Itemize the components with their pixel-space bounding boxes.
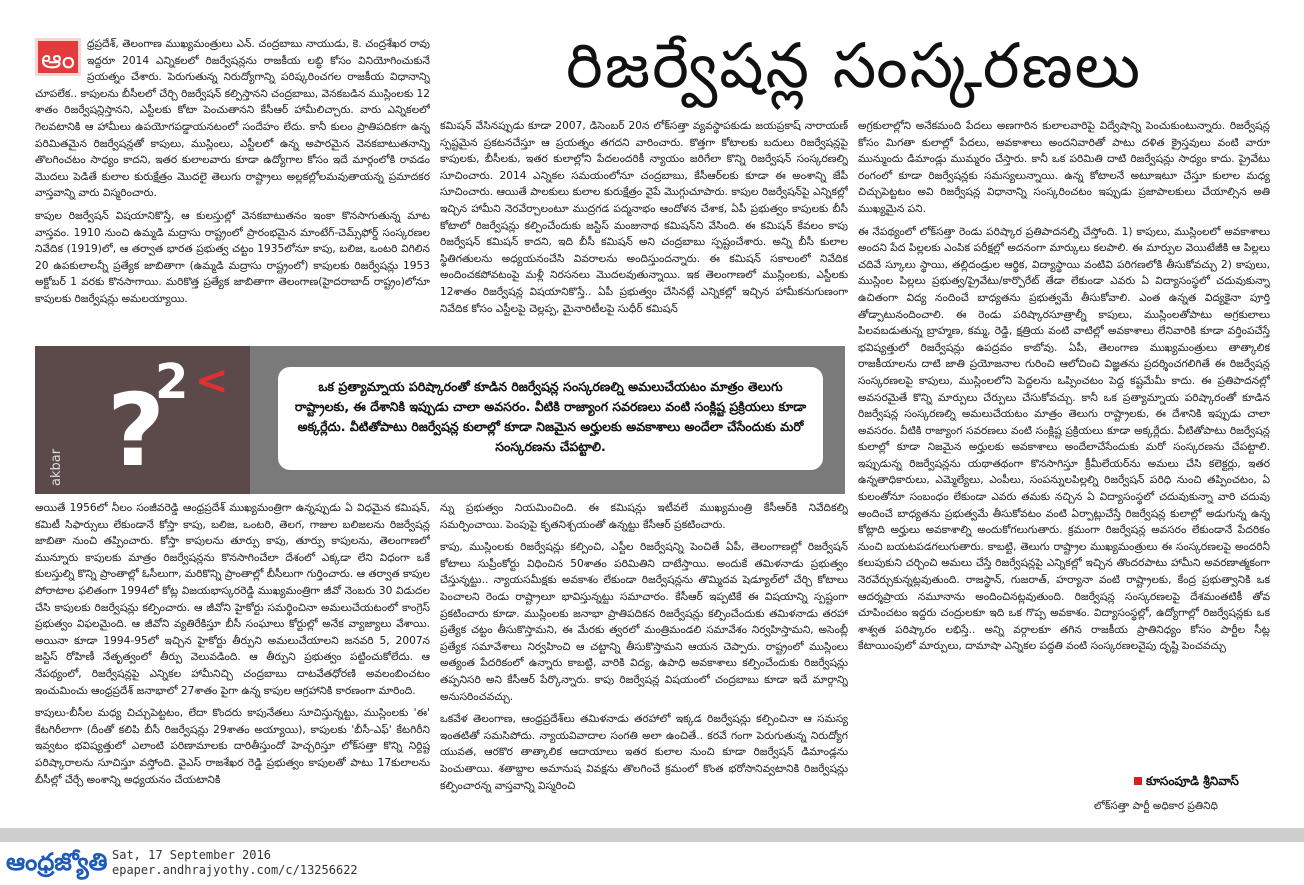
pull-quote-banner	[35, 346, 845, 494]
question-mark-graphic	[35, 346, 250, 494]
author-byline	[1134, 774, 1239, 791]
dropcap: ఆం	[35, 38, 81, 76]
paragraph: అగ్రకులాల్లోని అనేకమంది పేదలు అణగారిన కులాలవారిపై విద్వేషాన్ని పెంచుకుంటున్నారు. రిజర్వేషన్ల కోసం మిగతా కులాల్లో పేదలు, అవకాశాలు అందనివారితో పాటు దళిత క్రైస్తవులు వంటి వారూ మున్ముందు డిమాండ్లు ముమ్మరం చేస్తారు. కానీ ఒక పరిమితి దాటి రిజర్వేషన్లు సాధ్యం కాదు. ప్రైవేటు రంగంలో కూడా రిజర్వేషన్లకు సమస్యలున్నాయి. ఉన్న కోటాలనే అటూఇటూ చేస్తూ కులాల మధ్య చిచ్చుపెట్టటం అవి రిజర్వేషన్ల విధానాన్ని సంస్కరించటం ఇప్పుడు ప్రజాపాలకులు చేయాల్సిన అతి ముఖ్యమైన పని.	[858, 120, 1270, 215]
epaper-url[interactable]: epaper.andhrajyothy.com/c/13256622	[112, 863, 358, 877]
column-2-top	[440, 118, 848, 344]
paragraph: కాపులు-బీసీల మధ్య చిచ్చుపెట్టటం, లేదా కొందరు కాపునేతలు సూచిస్తున్నట్టు, ముస్లింలకు 'ఈ' కేటగిరీలాగా (దీంతో కలిపి బీసీ రిజర్వేషన్లు 29శాతం అయ్యాయి), కాపులకు 'బీసీ-ఎఫ్' కేటగిరీని ఇవ్వటం భవిష్యత్తులో ఎలాంటి పరిణామాలకు దారితీస్తుందో హెచ్చరిస్తూ లోక్‌సత్తా కొన్ని నిర్దిష్ట పరిష్కారాలను సూచిస్తూ వస్తోంది. వైఎస్ రాజశేఖర రెడ్డి ప్రభుత్వం కాపులతో పాటు 17కులాలను బీసీల్లో చేర్చే అంశాన్ని అధ్యయనం చేయటానికి	[35, 707, 430, 786]
column-2-bottom	[440, 500, 848, 826]
page-bottom-divider	[0, 828, 1304, 842]
question-mark-icon: ?	[107, 372, 166, 489]
paragraph: అయితే 1956లో నీలం సంజీవరెడ్డి ఆంధ్రప్రదేశ్ ముఖ్యమంత్రిగా ఉన్నప్పుడు ఏ విధమైన కమిషన్, కమిటీ సిఫార్సులు లేకుండానే కోస్తా కాపు, బలిజ, ఒంటరి, తెలగ, గాజుల బలిజలను రిజర్వేషన్ల జాబితా నుంచి తప్పించారు. కోస్తా కాపులను తూర్పు కాపు, తూర్పు కాపులను, తెలంగాణలో మున్నూరు కాపులకు మాత్రం రిజర్వేషన్లను కొనసాగించేలా దేశంలో ఎక్కడా లేని విధంగా ఒకే కులస్తుల్ని కొన్ని ప్రాంతాల్లో ఓసీలుగా, మరికొన్ని ప్రాంతాల్లో బీసీలుగా గుర్తించారు. ఆ తర్వాత కాపుల పోరాటాల ఫలితంగా 1994లో కోట్ల విజయభాస్కరరెడ్డి ముఖ్యమంత్రిగా జీవో నెంబరు 30 విడుదల చేసి కాపులకు రిజర్వేషన్లు కల్పించారు. ఆ జీవోని హైకోర్టు సమర్థించినా అమలుచేయటంలో కాంగ్రెస్ ప్రభుత్వం విఫలమైంది. ఆ జీవోని వ్యతిరేకిస్తూ బీసీ సంఘాలు కోర్టుల్లో అనేక వ్యాజ్యాలు వేశాయి. అయినా కూడా 1994-95లో ఇచ్చిన హైకోర్టు తీర్పుని అమలుచేయాలని జనవరి 5, 2007న జస్టిస్ రోహిణీ నేతృత్వంలో తీర్పు వెలువడింది. ఆ తీర్పుని ప్రభుత్వం పట్టించుకోలేదు. ఆ నేపథ్యంలో, రిజర్వేషన్లపై ఎన్నికల హామీనిచ్చి చంద్రబాబు దాటవేతధోరణి అవలంబించటం ఇంచుమించు ఆంధ్రప్రదేశ్ జనాభాలో 27శాతం పైగా ఉన్న కాపుల ఆగ్రహానికి కారణంగా మారింది.	[35, 502, 430, 697]
graphic-number: 2	[155, 354, 189, 410]
epaper-footer	[0, 842, 1304, 885]
newspaper-logo[interactable]: ఆంధ్రజ్యోతి	[6, 848, 108, 876]
author-name: కూసంపూడి శ్రీనివాస్	[1146, 774, 1239, 788]
byline-marker-icon	[1134, 777, 1142, 785]
paragraph: న్ను ప్రభుత్వం నియమించింది. ఈ కమిషన్లు ఇటీవలే ముఖ్యమంత్రి కేసీఆర్‌కి నివేదికల్ని సమర్పించాయి. పెంపుపై కృతనిశ్చయంతో ఉన్నట్టు కేసీఆర్ ప్రకటించారు.	[440, 502, 848, 531]
column-3	[858, 118, 1270, 770]
article-headline: రిజర్వేషన్ల సంస్కరణలు	[566, 29, 1143, 102]
chevron-icon: <	[195, 358, 229, 404]
paragraph: ఈ నేపథ్యంలో లోక్‌సత్తా రెండు పరిష్కార ప్రతిపాదనల్ని చేస్తోంది. 1) కాపులు, ముస్లింలలో అవకాశాలు అందని పేద పిల్లలకు ఎంపిక పరీక్షల్లో అదనంగా మార్కులు కలపాలి. ఈ మార్పుల వెయిటేజీకి ఆ పిల్లలు చదివే స్కూలు స్థాయి, తల్లిదండ్రుల ఆర్థిక, విద్యాస్థాయి వంటివి పరిగణలోకి తీసుకోవచ్చు 2) కాపులు, ముస్లింల పిల్లలు ప్రభుత్వ/ప్రైవేటు/కార్పొరేట్ తేడా లేకుండా ఎవరు ఏ విద్యాసంస్థలో చదువుకున్నా ఉచితంగా విద్య నందించే బాధ్యతను ప్రభుత్వమే తీసుకోవాలి. ఎంత ఉన్నత విద్యకైనా పూర్తి తోడ్పాటునందించాలి. ఈ రెండు పరిష్కారసూత్రాల్నీ కాపులు, ముస్లింలతోపాటు అగ్రకులాలు పిలవబడుతున్న బ్రాహ్మణ, కమ్మ, రెడ్డి, క్షత్రియ వంటి వాటిల్లో అవకాశాలు లేనివారికి కూడా వర్తింపచేస్తే భవిష్యత్తులో రిజర్వేషన్లు ఉపద్రవం కాబోవు. ఏపీ, తెలంగాణ ముఖ్యమంత్రులు తాత్కాలిక రాజకీయాలను దాటి జాతి ప్రయోజనాల గురించి ఆలోచించి విజ్ఞతను ప్రదర్శించగలిగితే ఈ రిజర్వేషన్ల సంస్కరణలపై కాపులు, ముస్లింలలోని పెద్దలను ఒప్పించటం పెద్ద కష్టమేమీ కాదు. ఈ ప్రతిపాదనల్లో అవసరమైతే కొన్ని మార్పులు చేర్పులు చేసుకోవచ్చు. కానీ ఒక ప్రత్యామ్నాయ పరిష్కారంతో కూడిన రిజర్వేషన్ల సంస్కరణల్ని అమలుచేయటం మాత్రం తెలుగు రాష్ట్రాలకు, ఈ దేశానికి ఇప్పుడు చాలా అవసరం. వీటికి రాజ్యాంగ సవరణలు వంటి సంక్లిష్ట ప్రక్రియలు కూడా అక్కర్లేదు. వీటితోపాటు రిజర్వేషన్ల కులాల్లో కూడా నిజమైన అర్హులకు అవకాశాలు అందేలాచేసేందుకు మరో సంస్కరణను చేపట్టాలి. ఇప్పుడున్న రిజర్వేషన్లను యథాతథంగా కొనసాగిస్తూ క్రీమీలేయర్‌ను అమలు చేసి కలెక్టర్లు, ఇతర ఉన్నతాధికారులు, ఎమ్మెల్యేలు, ఎంపీలు, సంపన్నులపిల్లల్ని రిజర్వేషన్ పరిధి నుంచి తప్పించటం, ఏ కులంతోనూ సంబంధం లేకుండా ఎవరు తమకు నచ్చిన ఏ విద్యాసంస్థలో చదువుకున్నా వారి చదువు అందించే బాధ్యతను ప్రభుత్వమే తీసుకోవటం వంటి ఏర్పాట్లుచేస్తే రిజర్వేషన్ల కులాల్లో అడుగున్న ఉన్న కోట్లాది అర్హులు అవకాశాల్ని అందుకోగలుగుతారు. క్రమంగా రిజర్వేషన్ల అవసరం లేకుండానే పేదరికం నుంచి బయటపడగలుగుతారు. కాబట్టి, తెలుగు రాష్ట్రాల ముఖ్యమంత్రులు ఈ సంస్కరణలపై అందరినీ కలుపుకుని చర్చించి అమలు చేస్తే రిజర్వేషన్లపై ఎన్నికల్లో ఇచ్చిన తొందరపాటు హామీని అవరణాత్మకంగా నెరవేర్చుకున్నట్లవుతుంది. రాజస్థాన్, గుజరాత్, హర్యానా వంటి రాష్ట్రాలకు, కేంద్ర ప్రభుత్వానికి ఒక ఆదర్శప్రాయ నమూనాను అందించినట్లవుతుంది. రిజర్వేషన్ల సంస్కరణలపై దేశమంతటికీ తోవ చూపించటం ఇద్దరు చంద్రులకూ ఇది ఒక గొప్ప అవకాశం. విద్యాసంస్థల్లో, ఉద్యోగాల్లో రిజర్వేషన్లకు ఒక శాశ్వత పరిష్కారం లభిస్తే.. అన్ని వర్గాలకూ తగిన రాజకీయ ప్రాతినిధ్యం కోసం పార్టీల సీట్ల కేటాయింపులో మార్పులు, దామాషా ఎన్నికల పద్ధతి వంటి సంస్కరణలవైపు దృష్టి పెంచవచ్చు	[858, 225, 1270, 653]
footer-meta	[112, 848, 358, 878]
pull-quote: ఒక ప్రత్యామ్నాయ పరిష్కారంతో కూడిన రిజర్వేషన్ల సంస్కరణల్ని అమలుచేయటం మాత్రం తెలుగు రాష్ట్రాలకు, ఈ దేశానికి ఇప్పుడు చాలా అవసరం. వీటికి రాజ్యాంగ సవరణలు వంటి సంక్లిష్ట ప్రక్రియలు కూడా అక్కర్లేదు. వీటితోపాటు రిజర్వేషన్ల కులాల్లో కూడా నిజమైన అర్హులకు అవకాశాలు అందేలా చేసేందుకు మరో సంస్కరణను చేపట్టాలి.	[278, 367, 823, 470]
illustrator-tag: akbar	[49, 448, 64, 486]
paragraph: ధ్రప్రదేశ్, తెలంగాణ ముఖ్యమంత్రులు ఎన్. చంద్రబాబు నాయుడు, కె. చంద్రశేఖర రావు ఇద్దరూ 2014 ఎన్నికలలో రిజర్వేషన్లను రాజకీయ లబ్ధి కోసం వినియోగించుకునే ప్రయత్నం చేశారు. పెరుగుతున్న నిరుద్యోగాన్ని పరిష్కరించగల రాజకీయ విధానాన్ని చూపలేక.. కాపులను బీసీలలో చేర్చి రిజర్వేషన్ కల్పిస్తానని చంద్రబాబు, వెనకబడిన ముస్లింలకు 12 శాతం రిజర్వేషన్లిస్తానని, ఎస్టీలకు కోటా పెంచుతానని కేసీఆర్ హామీలిచ్చారు. వారు ఎన్నికలలో గెలవటానికి ఆ హామీలు ఉపయోగపడ్డాయనటంలో సందేహం లేదు. కానీ కులం ప్రాతిపదికగా ఉన్న పరిమితమైన రిజర్వేషన్లతో కాపులు, ముస్లింలు, ఎస్టీలలో ఉన్న అపారమైన వెనకబాటుతనాన్ని తొలగించటం సాధ్యం కాదని, ఇతర కులాలవారు కూడా ఉద్యోగాల కోసం ఇదే మార్గంలోకి రావడం మొదలు పెడితే కులాల కురుక్షేత్రం మొదలై తెలుగు రాష్ట్రాలు అల్లకల్లోలమవుతాయన్న ప్రమాదకర వాస్తవాన్ని వారు విస్మరించారు.	[35, 38, 430, 200]
author-role: లోక్‌సత్తా పార్టీ అధికార ప్రతినిధి	[1094, 800, 1218, 812]
edition-date: Sat, 17 September 2016	[112, 848, 271, 862]
paragraph: కమిషన్ వేసినప్పుడు కూడా 2007, డిసెంబర్ 20న లోక్‌సత్తా వ్యవస్థాపకుడు జయప్రకాష్ నారాయణ్ స్పష్టమైన ప్రకటనచేస్తూ ఆ ప్రయత్నం తగదని వారించారు. కొత్తగా కోటాలకు బదులు రిజర్వేషన్లపై కాపులకు, బీసీలకు, ఇతర కులాల్లోని పేదలందరికీ న్యాయం జరిగేలా కొన్ని రిజర్వేషన్ సంస్కరణల్ని సూచించారు. 2014 ఎన్నికల సమయంలోనూ చంద్రబాబు, కేసీఆర్‌లకు కూడా ఈ అంశాన్ని జేపీ సూచించారు. ఆయితే పాలకులు కులాల కురుక్షేత్రం వైపే మొగ్గుచూపారు. కాపుల రిజర్వేషన్‌పై ఎన్నికల్లో ఇచ్చిన హామీని నెరవేర్చాలంటూ ముద్రగడ పద్మనాభం ఆందోళన చేశాక, ఏపీ ప్రభుత్వం కాపులకు బీసీ కోటాలో రిజర్వేషన్లు కల్పించేందుకు జస్టిస్ మంజునాథ కమిషన్‌ని వేసింది. ఈ కమిషన్ కేవలం కాపు రిజర్వేషన్ కమిషన్ కాదని, ఇది బీసీ కమిషన్ అని చంద్రబాబు స్పష్టంచేశారు. అన్ని బీసీ కులాల స్థితిగతులను అధ్యయనంచేసి వివరాలను అందిస్తుందన్నారు. ఈ కమిషన్ సకాలంలో నివేదిక అందించకపోవటంపై మళ్లీ నిరసనలు మొదలవుతున్నాయి. ఇక తెలంగాణలో ముస్లింలకు, ఎస్టీలకు 12శాతం రిజర్వేషన్ల విషయానికొస్తే.. ఏపీ ప్రభుత్వం చేసినట్లే ఎన్నికల్లో ఇచ్చిన హామీకనుగుణంగా నివేదిక కోసం ఎస్టీలపై చెల్లప్ప, మైనారిటీలపై సుధీర్ కమిషన్	[440, 120, 848, 315]
paragraph: కాపు, ముస్లింలకు రిజర్వేషన్లు కల్పించి, ఎస్టీల రిజర్వేషన్ని పెంచితే ఏపీ, తెలంగాణల్లో రిజర్వేషన్ కోటాలు సుప్రీంకోర్టు విధించిన 50శాతం పరిమితిని దాటేస్తాయి. అందుకే తమిళనాడు ప్రభుత్వం చేస్తున్నట్టు.. న్యాయసమీక్షకు అవకాశం లేకుండా రిజర్వేషన్లను తొమ్మిదవ షెడ్యూల్‌లో చేర్చి కోటాలు పెంచాలని రెండు రాష్ట్రాలూ భావిస్తున్నట్టు సమాచారం. కేసీఆర్ ఇప్పటికే ఈ విషయాన్ని స్పష్టంగా ప్రకటించారు కూడా. ముస్లింలకు జనాభా ప్రాతిపదికన రిజర్వేషన్లు కల్పించేందుకు తమిళనాడు తరహా ప్రత్యేక చట్టం తీసుకొస్తామని, ఈ మేరకు త్వరలో మంత్రిమండలి సమావేశం నిర్వహిస్తామని, అసెంబ్లీ ప్రత్యేక సమావేశాలు నిర్వహించి ఆ చట్టాన్ని తీసుకొస్తామని ఆయన చెప్పారు. రాష్ట్రంలో ముస్లింలు అత్యంత పేదరికంలో ఉన్నారు కాబట్టి, వారికి విద్య, ఉపాధి అవకాశాలు కల్పించేందుకు రిజర్వేషన్లు తప్పనిసరి అని కేసీఆర్ పేర్కొన్నారు. కాపు రిజర్వేషన్ల విషయంలో చంద్రబాబు కూడా ఇదే మార్గాన్ని అనుసరించవచ్చు.	[440, 541, 848, 703]
paragraph: ఒకవేళ తెలంగాణ, ఆంధ్రప్రదేశ్‌లు తమిళనాడు తరహాలో ఇక్కడ రిజర్వేషన్లు కల్పించినా ఆ సమస్య ఇంతటితో సమసిపోదు. న్యాయవివాదాల సంగతి అలా ఉంచితే.. కరవే గంగా పెరుగుతున్న నిరుద్యోగ యువత, ఆరకొర తాత్కాలిక ఆదాయాలు ఇతర కులాల నుంచి కూడా రిజర్వేషన్ డిమాండ్లను పెంచుతాయి. శతాబ్దాల అమానుష వివక్షను తొలగించే క్రమంలో కొంత భరోసానివ్వటానికి రిజర్వేషన్లు కల్పించారన్న వాస్తవాన్ని విస్మరించి	[440, 713, 848, 792]
paragraph: కాపుల రిజర్వేషన్ విషయానికొస్తే, ఆ కులస్తుల్లో వెనకబాటుతనం ఇంకా కొనసాగుతున్న మాట వాస్తవం. 1910 నుంచి ఉమ్మడి మద్రాసు రాష్ట్రంలో ప్రారంభమైన మాంటేగ్-చెమ్స్‌ఫోర్డ్ సంస్కరణల నివేదిక (1919)లో, ఆ తర్వాత భారత ప్రభుత్వ చట్టం 1935లోనూ కాపు, బలిజ, ఒంటరి విగిలిన 20 ఉపకులాలన్నీ ప్రత్యేక జాబితాగా (ఉమ్మడి మద్రాసు రాష్ట్రంలో) కాపులకు రిజర్వేషన్లు 1953 అక్టోబర్ 1 వరకు కొనసాగాయి. మరికొత్త ప్రత్యేక జాబితాగా తెలంగాణ(హైదరాబాద్ రాష్ట్రం)లోనూ కాపులకు రిజర్వేషన్లు అమలయ్యాయి.	[35, 209, 430, 305]
column-1-top	[35, 36, 430, 344]
column-1-bottom	[35, 500, 430, 826]
